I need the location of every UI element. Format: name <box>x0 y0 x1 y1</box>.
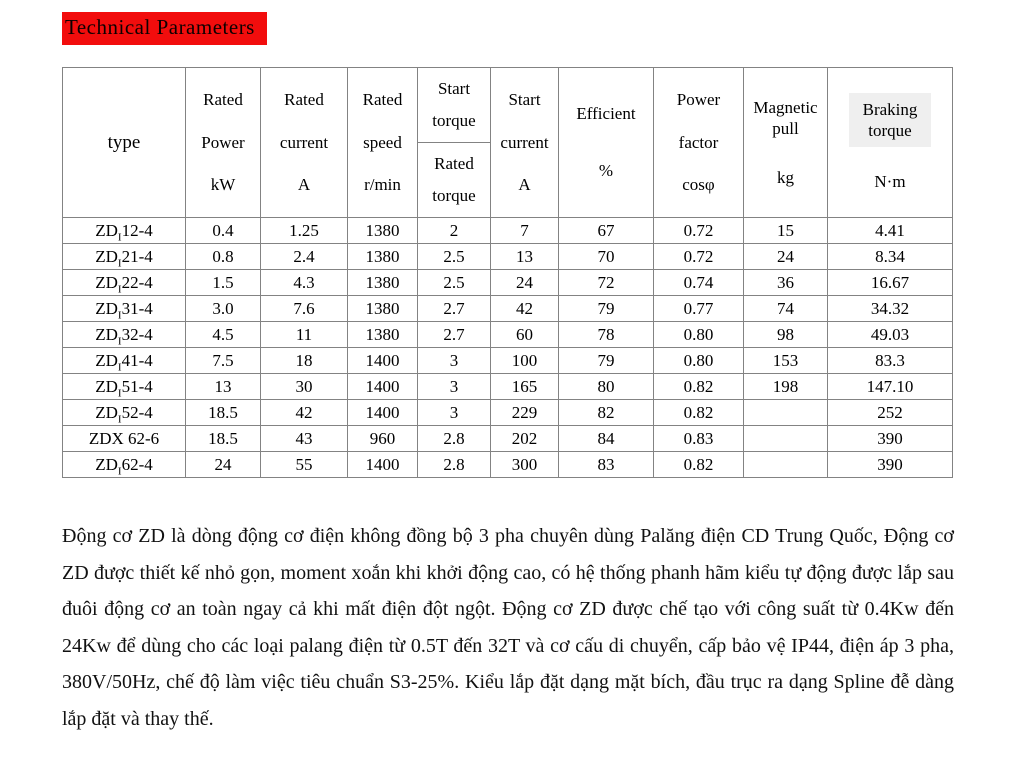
value-cell: 2.8 <box>418 452 491 478</box>
value-cell: 7 <box>491 218 559 244</box>
col-header-magnetic-pull <box>744 68 828 218</box>
value-cell: 84 <box>559 426 654 452</box>
value-cell: 0.72 <box>654 244 744 270</box>
col-header-rated-current <box>261 68 348 218</box>
torque-ratio-denominator <box>418 143 490 217</box>
type-cell: $ZD_I12-4$ <box>63 218 186 244</box>
type-cell: $ZD_I52-4$ <box>63 400 186 426</box>
value-cell: 82 <box>559 400 654 426</box>
value-cell: 24 <box>744 244 828 270</box>
value-cell: 8.34 <box>828 244 953 270</box>
value-cell: 4.5 <box>186 322 261 348</box>
rated-torque-line2: torque <box>432 185 476 205</box>
type-cell: $ZD_I31-4$ <box>63 296 186 322</box>
value-cell: 42 <box>491 296 559 322</box>
type-cell: $ZD_I51-4$ <box>63 374 186 400</box>
table-body <box>63 218 953 478</box>
value-cell: 1400 <box>348 452 418 478</box>
value-cell: 78 <box>559 322 654 348</box>
col-header-type-label: type <box>107 131 141 153</box>
power-factor-unit: cosφ <box>682 174 715 194</box>
table-row <box>63 322 953 348</box>
value-cell: 0.80 <box>654 348 744 374</box>
rated-speed-unit: r/min <box>364 174 401 194</box>
value-cell: 0.4 <box>186 218 261 244</box>
value-cell: 79 <box>559 348 654 374</box>
page-title: Technical Parameters <box>62 12 267 45</box>
table-row <box>63 452 953 478</box>
value-cell: 18.5 <box>186 426 261 452</box>
value-cell: 960 <box>348 426 418 452</box>
value-cell: 202 <box>491 426 559 452</box>
value-cell: 4.41 <box>828 218 953 244</box>
value-cell: 1380 <box>348 218 418 244</box>
table-row <box>63 296 953 322</box>
value-cell: 1400 <box>348 348 418 374</box>
col-header-rated-power <box>186 68 261 218</box>
value-cell: 55 <box>261 452 348 478</box>
value-cell: 83.3 <box>828 348 953 374</box>
start-current-line2: current <box>500 132 549 152</box>
value-cell: 60 <box>491 322 559 348</box>
type-cell: $ZD_I62-4$ <box>63 452 186 478</box>
value-cell: 1380 <box>348 270 418 296</box>
value-cell: 72 <box>559 270 654 296</box>
value-cell: 30 <box>261 374 348 400</box>
type-cell: ZDX 62-6 <box>63 426 186 452</box>
table-row <box>63 400 953 426</box>
value-cell: 100 <box>491 348 559 374</box>
braking-torque-line2: torque <box>868 121 912 141</box>
efficient-unit: % <box>598 160 614 180</box>
value-cell: 24 <box>491 270 559 296</box>
description-paragraph: Động cơ ZD là dòng động cơ điện không đồng bộ 3 pha chuyên dùng Palăng điện CD Trung Quốc, Động cơ ZD được thiết kế nhỏ gọn, moment xoắn khi khởi động cao, có hệ thống phanh hãm kiểu tự động được lắp sau đuôi động cơ an toàn ngay cả khi mất điện đột ngột. Động cơ ZD được chế tạo với công suất từ 0.4Kw đến 24Kw để dùng cho các loại palang điện từ 0.5T đến 32T và cơ cấu di chuyển, cấp bảo vệ IP44, điện áp 3 pha, 380V/50Hz, chế độ làm việc tiêu chuẩn S3-25%. Kiểu lắp đặt dạng mặt bích, đầu trục ra dạng Spline đễ dàng lắp đặt và thay thế. <box>62 525 954 730</box>
value-cell: 7.6 <box>261 296 348 322</box>
col-header-start-current <box>491 68 559 218</box>
value-cell: 1380 <box>348 322 418 348</box>
magnetic-pull-line1: Magnetic <box>753 97 818 117</box>
value-cell: 11 <box>261 322 348 348</box>
value-cell: 0.74 <box>654 270 744 296</box>
braking-torque-highlight <box>849 93 932 148</box>
value-cell: 24 <box>186 452 261 478</box>
value-cell: 67 <box>559 218 654 244</box>
value-cell: 34.32 <box>828 296 953 322</box>
value-cell: 13 <box>186 374 261 400</box>
torque-ratio-numerator <box>418 68 490 143</box>
value-cell: 16.67 <box>828 270 953 296</box>
col-header-braking-torque <box>828 68 953 218</box>
technical-parameters-table <box>62 67 953 478</box>
magnetic-pull-unit: kg <box>777 168 794 188</box>
value-cell: 98 <box>744 322 828 348</box>
power-factor-line1: Power <box>676 90 721 110</box>
value-cell: 2.8 <box>418 426 491 452</box>
table-row <box>63 218 953 244</box>
value-cell: 42 <box>261 400 348 426</box>
rated-power-unit: kW <box>210 174 236 194</box>
value-cell: 0.72 <box>654 218 744 244</box>
value-cell: 1400 <box>348 400 418 426</box>
power-factor-line2: factor <box>678 132 719 152</box>
value-cell: 80 <box>559 374 654 400</box>
start-torque-line1: Start <box>437 79 471 99</box>
rated-current-line1: Rated <box>284 90 324 110</box>
col-header-rated-speed <box>348 68 418 218</box>
value-cell: 2.7 <box>418 296 491 322</box>
value-cell: 3 <box>418 400 491 426</box>
value-cell: 2.7 <box>418 322 491 348</box>
value-cell <box>744 426 828 452</box>
value-cell: 43 <box>261 426 348 452</box>
braking-torque-line1: Braking <box>862 99 918 119</box>
value-cell: 1.25 <box>261 218 348 244</box>
type-cell: $ZD_I22-4$ <box>63 270 186 296</box>
value-cell: 390 <box>828 452 953 478</box>
value-cell: 74 <box>744 296 828 322</box>
value-cell: 1.5 <box>186 270 261 296</box>
value-cell: 49.03 <box>828 322 953 348</box>
value-cell: 3 <box>418 374 491 400</box>
table-row <box>63 244 953 270</box>
type-cell: $ZD_I21-4$ <box>63 244 186 270</box>
value-cell: 0.8 <box>186 244 261 270</box>
value-cell: 198 <box>744 374 828 400</box>
braking-torque-unit: N·m <box>874 172 906 192</box>
value-cell: 18 <box>261 348 348 374</box>
col-header-type <box>63 68 186 218</box>
value-cell: 300 <box>491 452 559 478</box>
efficient-label: Efficient <box>576 104 636 124</box>
magnetic-pull-line2: pull <box>772 119 799 139</box>
value-cell: 3.0 <box>186 296 261 322</box>
value-cell: 83 <box>559 452 654 478</box>
value-cell: 165 <box>491 374 559 400</box>
value-cell: 2.5 <box>418 244 491 270</box>
value-cell: 390 <box>828 426 953 452</box>
table-row <box>63 374 953 400</box>
rated-current-unit: A <box>297 174 311 194</box>
table-row <box>63 270 953 296</box>
start-current-unit: A <box>518 174 531 194</box>
table-row <box>63 348 953 374</box>
value-cell: 18.5 <box>186 400 261 426</box>
value-cell: 147.10 <box>828 374 953 400</box>
value-cell: 36 <box>744 270 828 296</box>
value-cell: 4.3 <box>261 270 348 296</box>
value-cell <box>744 452 828 478</box>
start-torque-line2: torque <box>432 110 476 130</box>
rated-power-line2: Power <box>201 132 245 152</box>
value-cell: 2.4 <box>261 244 348 270</box>
value-cell: 0.77 <box>654 296 744 322</box>
type-cell: $ZD_I41-4$ <box>63 348 186 374</box>
value-cell: 0.80 <box>654 322 744 348</box>
value-cell: 79 <box>559 296 654 322</box>
value-cell: 153 <box>744 348 828 374</box>
value-cell: 229 <box>491 400 559 426</box>
value-cell: 7.5 <box>186 348 261 374</box>
header-row <box>63 68 953 218</box>
value-cell: 3 <box>418 348 491 374</box>
value-cell: 70 <box>559 244 654 270</box>
rated-current-line2: current <box>279 132 329 152</box>
value-cell: 0.82 <box>654 374 744 400</box>
value-cell: 15 <box>744 218 828 244</box>
rated-power-line1: Rated <box>203 90 243 110</box>
rated-speed-line2: speed <box>363 132 402 152</box>
rated-torque-line1: Rated <box>434 154 474 174</box>
col-header-efficient <box>559 68 654 218</box>
rated-speed-line1: Rated <box>362 90 403 110</box>
col-header-torque-ratio <box>418 68 491 218</box>
value-cell: 252 <box>828 400 953 426</box>
table-row <box>63 426 953 452</box>
type-cell: $ZD_I32-4$ <box>63 322 186 348</box>
value-cell <box>744 400 828 426</box>
value-cell: 1380 <box>348 244 418 270</box>
value-cell: 13 <box>491 244 559 270</box>
value-cell: 1400 <box>348 374 418 400</box>
value-cell: 0.83 <box>654 426 744 452</box>
value-cell: 2.5 <box>418 270 491 296</box>
start-current-line1: Start <box>508 90 541 110</box>
value-cell: 0.82 <box>654 452 744 478</box>
value-cell: 2 <box>418 218 491 244</box>
value-cell: 1380 <box>348 296 418 322</box>
col-header-power-factor <box>654 68 744 218</box>
value-cell: 0.82 <box>654 400 744 426</box>
